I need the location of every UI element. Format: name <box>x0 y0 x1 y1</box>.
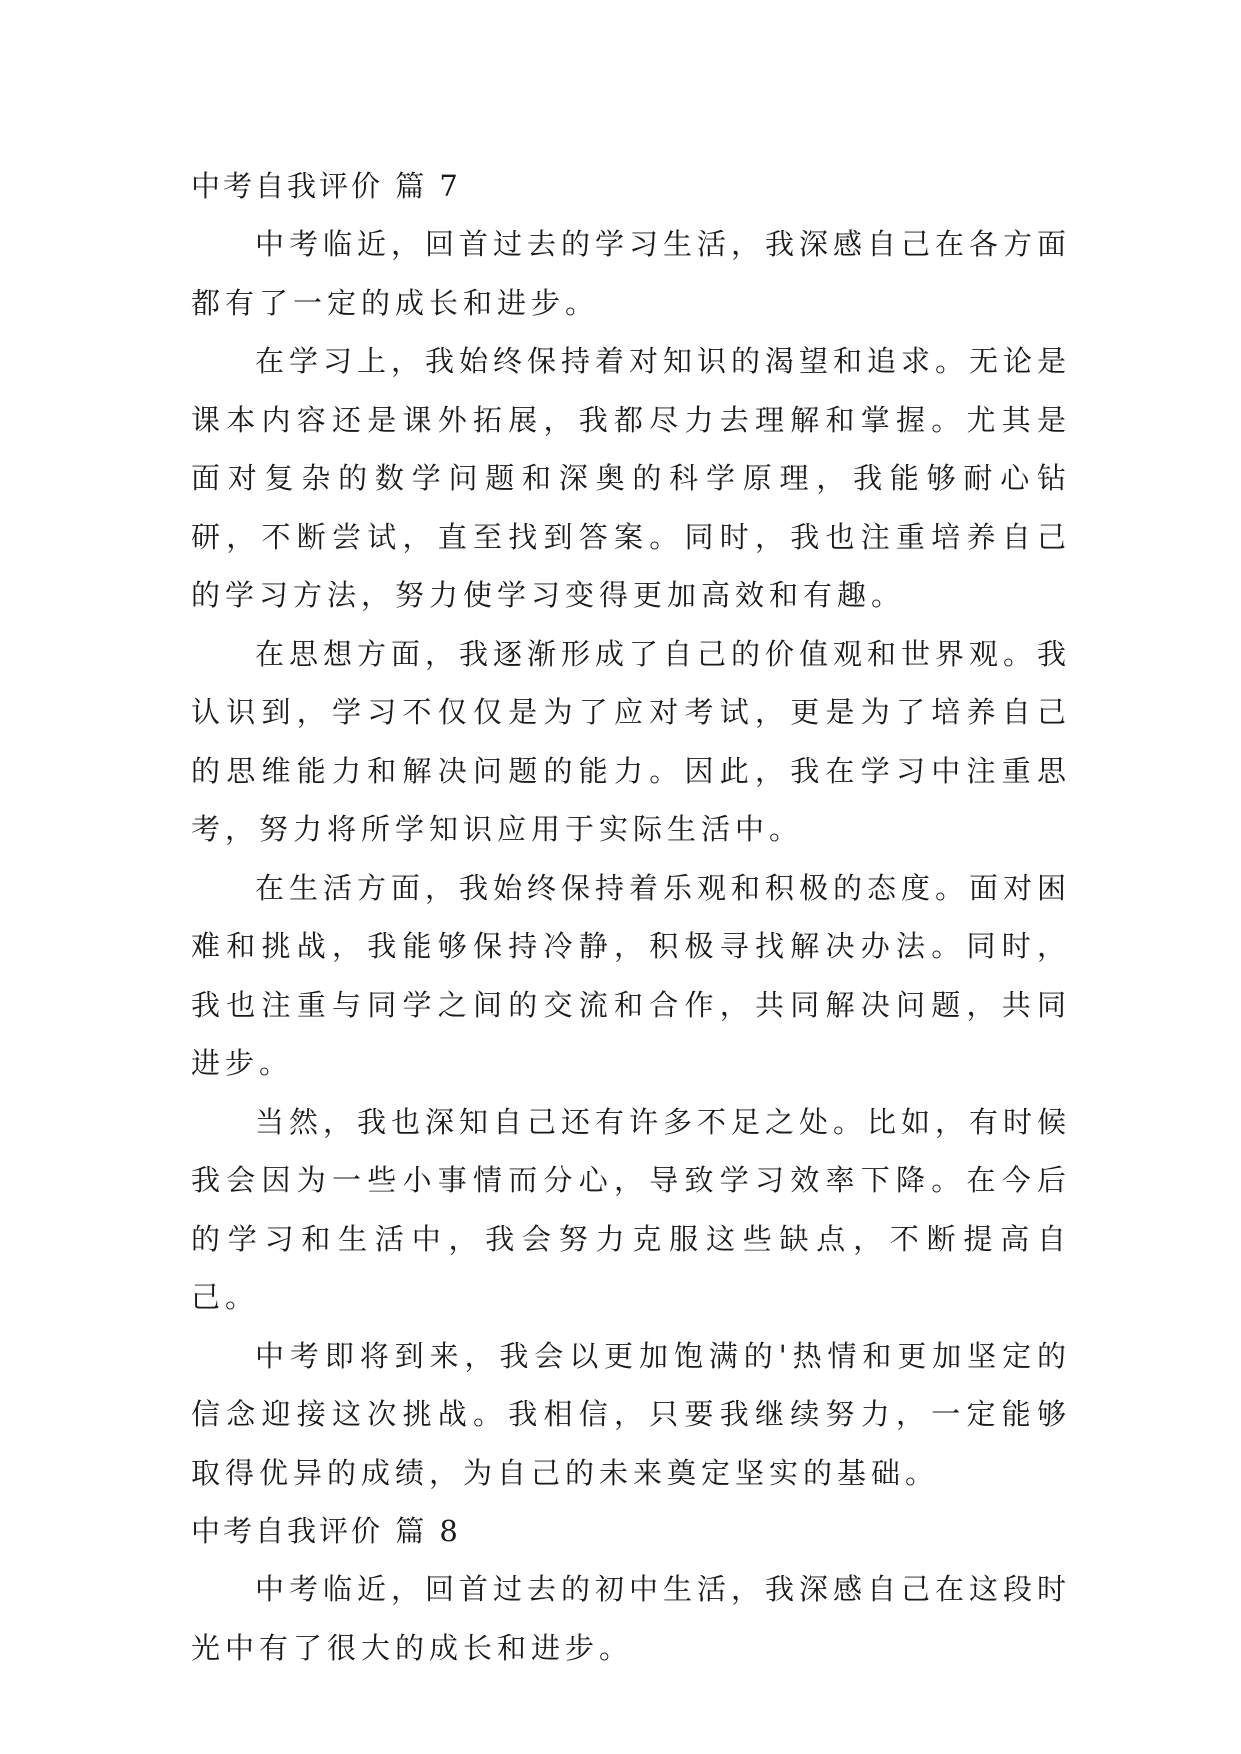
paragraph: 当然，我也深知自己还有许多不足之处。比如，有时候我会因为一些小事情而分心，导致学习效率下降。在今后的学习和生活中，我会努力克服这些缺点，不断提高自己。 <box>191 1104 1072 1314</box>
paragraph: 在思想方面，我逐渐形成了自己的价值观和世界观。我认识到，学习不仅仅是为了应对考试，更是为了培养自己的思维能力和解决问题的能力。因此，我在学习中注重思考，努力将所学知识应用于实际生活中。 <box>191 636 1072 846</box>
section-8 <box>191 1502 1071 1677</box>
paragraph: 在学习上，我始终保持着对知识的渴望和追求。无论是课本内容还是课外拓展，我都尽力去理解和掌握。尤其是面对复杂的数学问题和深奥的科学原理，我能够耐心钻研，不断尝试，直至找到答案。同时，我也注重培养自己的学习方法，努力使学习变得更加高效和有趣。 <box>191 344 1072 612</box>
section-7 <box>191 157 1071 1502</box>
section-title: 中考自我评价 篇 7 <box>191 169 461 203</box>
paragraph: 中考即将到来，我会以更加饱满的'热情和更加坚定的信念迎接这次挑战。我相信，只要我继续努力，一定能够取得优异的成绩，为自己的未来奠定坚实的基础。 <box>191 1338 1071 1490</box>
section-title: 中考自我评价 篇 8 <box>191 1514 461 1548</box>
paragraph: 中考临近，回首过去的学习生活，我深感自己在各方面都有了一定的成长和进步。 <box>191 227 1072 320</box>
document-body <box>191 157 1071 1677</box>
paragraph: 中考临近，回首过去的初中生活，我深感自己在这段时光中有了很大的成长和进步。 <box>191 1572 1072 1665</box>
paragraph: 在生活方面，我始终保持着乐观和积极的态度。面对困难和挑战，我能够保持冷静，积极寻找解决办法。同时，我也注重与同学之间的交流和合作，共同解决问题，共同进步。 <box>191 870 1072 1080</box>
